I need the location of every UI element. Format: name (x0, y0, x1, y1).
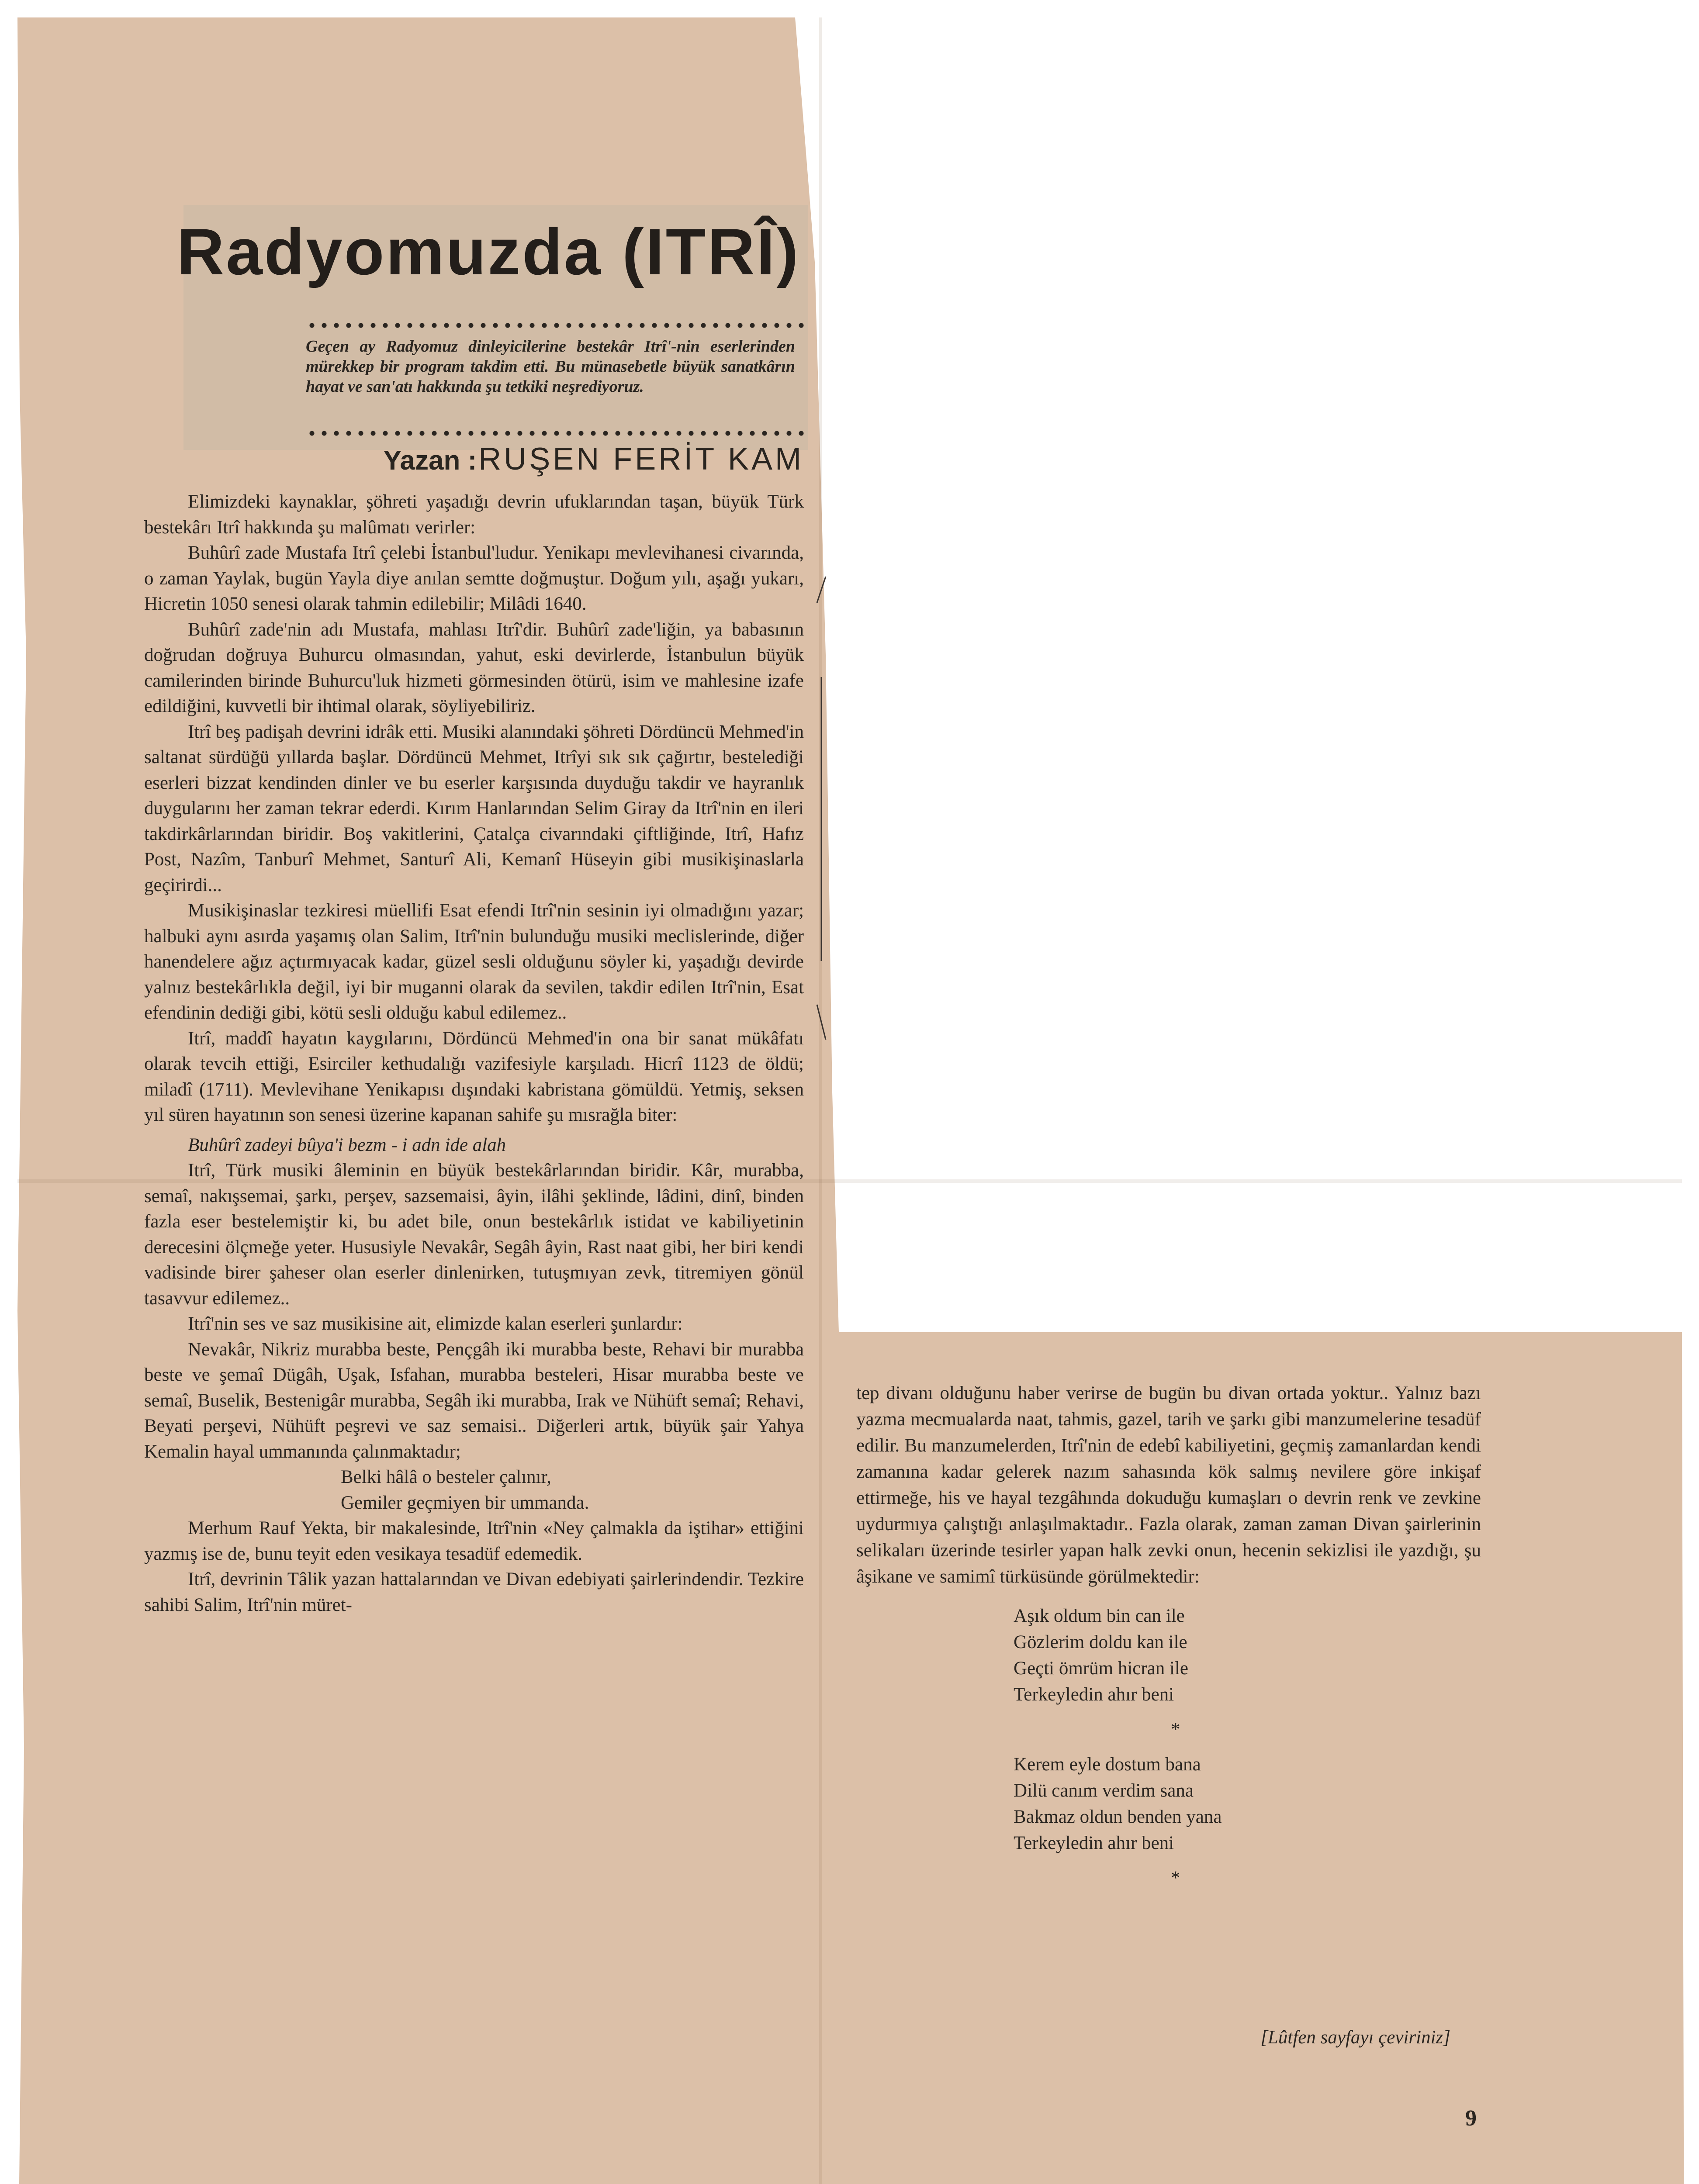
poem-line: Bakmaz oldun benden yana (1014, 1807, 1222, 1827)
paragraph: Itrî'nin ses ve saz musikisine ait, elimizde kalan eserleri şunlardır: (188, 1313, 683, 1334)
paragraph: Nevakâr, Nikriz murabba beste, Pençgâh iki murabba beste, Rehavi bir murabba beste ve şemaî Dügâh, Uşak, Isfahan, murabba besteleri, Hisar murabba beste ve semaî, Buselik, Bestenigâr murabba, Segâh iki murabba, Irak ve Nühüft semaî; Rehavi, Beyati perşevi, Nühüft peşrevi ve saz semaisi.. Diğerleri artık, büyük şair Yahya Kemalin hayal ummanında çalınmaktadır; (144, 1339, 804, 1462)
paragraph: Merhum Rauf Yekta, bir makalesinde, Itrî'nin «Ney çalmakla da iştihar» ettiğini yazmış ise de, bunu teyit eden vesikaya tesadüf edemedik. (144, 1518, 804, 1564)
poem-line: Dilü canım verdim sana (1014, 1780, 1194, 1801)
margin-pencil-marks (813, 568, 830, 1092)
dotted-rule-top (306, 322, 804, 328)
poem-line: Geçti ömrüm hicran ile (1014, 1658, 1188, 1679)
paragraph: Buhûrî zade Mustafa Itrî çelebi İstanbul'ludur. Yenikapı mevlevihanesi civarında, o zaman Yaylak, bugün Yayla diye anılan semtte doğmuştur. Doğum yılı, aşağı yukarı, Hicretin 1050 senesi olarak tahmin edilebilir; Milâdi 1640. (144, 543, 804, 614)
article-title: Radyomuzda (ITRÎ) (177, 215, 800, 288)
left-column (144, 489, 804, 1618)
poem-line: Aşık oldum bin can ile (1014, 1606, 1185, 1626)
right-column (856, 1380, 1481, 1891)
poem-line: Terkeyledin ahır beni (1014, 1684, 1174, 1705)
byline-label: Yazan : (383, 446, 477, 476)
paragraph: Elimizdeki kaynaklar, şöhreti yaşadığı devrin ufuklarından taşan, büyük Türk bestekârı Itrî hakkında şu malûmatı verirler: (144, 491, 804, 538)
poem-line: Terkeyledin ahır beni (1014, 1833, 1174, 1853)
paragraph: tep divanı olduğunu haber verirse de bugün bu divan ortada yoktur.. Yalnız bazı yazma mecmualarda naat, tahmis, gazel, tarih ve şarkı gibi manzumelerine tesadüf edilir. Bu manzumelerden, Itrî'nin de edebî kabiliyetini, geçmiş zamanlardan kendi zamanına kadar gelerek nazım sahasında kök salmış nevilere göre inkişaf ettirmeğe, his ve hayal tezgâhında dokuduğu kumaşları o devrin renk ve zevkine uydurmıya çalıştığı anlaşılmaktadır.. Fazla olarak, zaman zaman Divan şairlerinin selikaları üzerinde tesirler yapan halk zevki onun, hecenin sekizlisi ile yazdığı, şu âşikane ve samimî türküsünde görülmektedir: (856, 1383, 1481, 1587)
stanza-separator: * (1171, 1868, 1180, 1888)
poem-stanza-2 (856, 1752, 1481, 1856)
byline-author: RUŞEN FERİT KAM (478, 442, 804, 477)
paragraph: Itrî, devrinin Tâlik yazan hattalarından ve Divan edebiyati şairlerindendir. Tezkire sahibi Salim, Itrî'nin müret- (144, 1569, 804, 1615)
page-number: 9 (1465, 2106, 1477, 2131)
dotted-rule-bottom (306, 430, 804, 436)
paragraph: Musikişinaslar tezkiresi müellifi Esat efendi Itrî'nin sesinin iyi olmadığını yazar; halbuki aynı asırda yaşamış olan Salim, Itrî'nin bulunduğu musiki meclislerinde, diğer hanendelere ağız açtırmıyacak kadar, güzel sesli olduğunu söyler ki, yaşadığı devirde yalnız bestekârlıkla değil, iyi bir muganni olarak da sevilen, takdir edilen Itrî'nin, Esat efendinin dediği gibi, kötü sesli olduğu kabul edilemez.. (144, 900, 804, 1023)
paragraph: Itrî, maddî hayatın kaygılarını, Dördüncü Mehmed'in ona bir sanat mükâfatı olarak tevcih ettiği, Esirciler kethudalığı vazifesiyle karşıladı. Hicrî 1123 de öldü; miladî (1711). Mevlevihane Yenikapısı dışındaki kabristana gömüldü. Yetmiş, seksen yıl süren hayatının son senesi üzerine kapanan sahife şu mısrağla biter: (144, 1028, 804, 1125)
byline (376, 441, 804, 477)
poem-line: Kerem eyle dostum bana (1014, 1754, 1201, 1775)
paragraph: Itrî, Türk musiki âleminin en büyük bestekârlarından biridir. Kâr, murabba, semaî, nakışsemai, şarkı, perşev, sazsemaisi, âyin, ilâhi şeklinde, lâdini, dinî, binden fazla eser bestelemiştir ki, bu adet bile, onun bestekârlık istidat ve kabiliyetinin derecesini ölçmeğe yeter. Hususiyle Nevakâr, Segâh âyin, Rast naat gibi, her biri kendi vadisinde birer şaheser olan eserler dinlenirken, tutuşmıyan zevk, titremiyen gönül tasavvur edilemez.. (144, 1160, 804, 1309)
paragraph: Buhûrî zade'nin adı Mustafa, mahlası Itrî'dir. Buhûrî zade'liğin, ya babasının doğrudan doğruya Buhurcu olmasından, yahut, eski devirlerde, İstanbulun büyük camilerinden birinde Buhurcu'luk hizmeti görmesinden ötürü, isim ve mahlesine izafe edildiğini, kuvvetli bir ihtimal olarak, söyliyebiliriz. (144, 619, 804, 716)
stanza-separator: * (1171, 1719, 1180, 1740)
couplet-line-2: Gemiler geçmiyen bir ummanda. (341, 1492, 589, 1513)
paragraph: Itrî beş padişah devrini idrâk etti. Musiki alanındaki şöhreti Dördüncü Mehmed'in saltanat sürdüğü yıllarda başlar. Dördüncü Mehmet, Itrîyi sık sık çağırtır, bestelediği eserleri bizzat kendinden dinler ve bu eserler karşısında duyduğu takdir ve hayranlık duygularını her zaman tekrar ederdi. Kırım Hanlarından Selim Giray da Itrî'nin en ileri takdirkârlarından biridir. Boş vakitlerini, Çatalça civarındaki çiftliğinde, Itrî, Hafız Post, Nazîm, Tanburî Mehmet, Santurî Ali, Kemanî Hüseyin gibi musikişinaslarla geçirirdi... (144, 721, 804, 895)
poem-line: Gözlerim doldu kan ile (1014, 1632, 1187, 1652)
couplet-line-1: Belki hâlâ o besteler çalınır, (341, 1467, 551, 1487)
verse-line: Buhûrî zadeyi bûya'i bezm - i adn ide alah (188, 1134, 506, 1155)
fold-line-vertical (819, 17, 822, 2184)
continuation-note: [Lûtfen sayfayı çeviriniz] (1260, 2027, 1450, 2048)
article-intro: Geçen ay Radyomuz dinleyicilerine bestekâr Itrî'-nin eserlerinden mürekkep bir program takdim etti. Bu münasebetle büyük sanatkârın hayat ve san'atı hakkında şu tetkiki neşrediyoruz. (306, 337, 795, 396)
poem-stanza-1 (856, 1603, 1481, 1708)
